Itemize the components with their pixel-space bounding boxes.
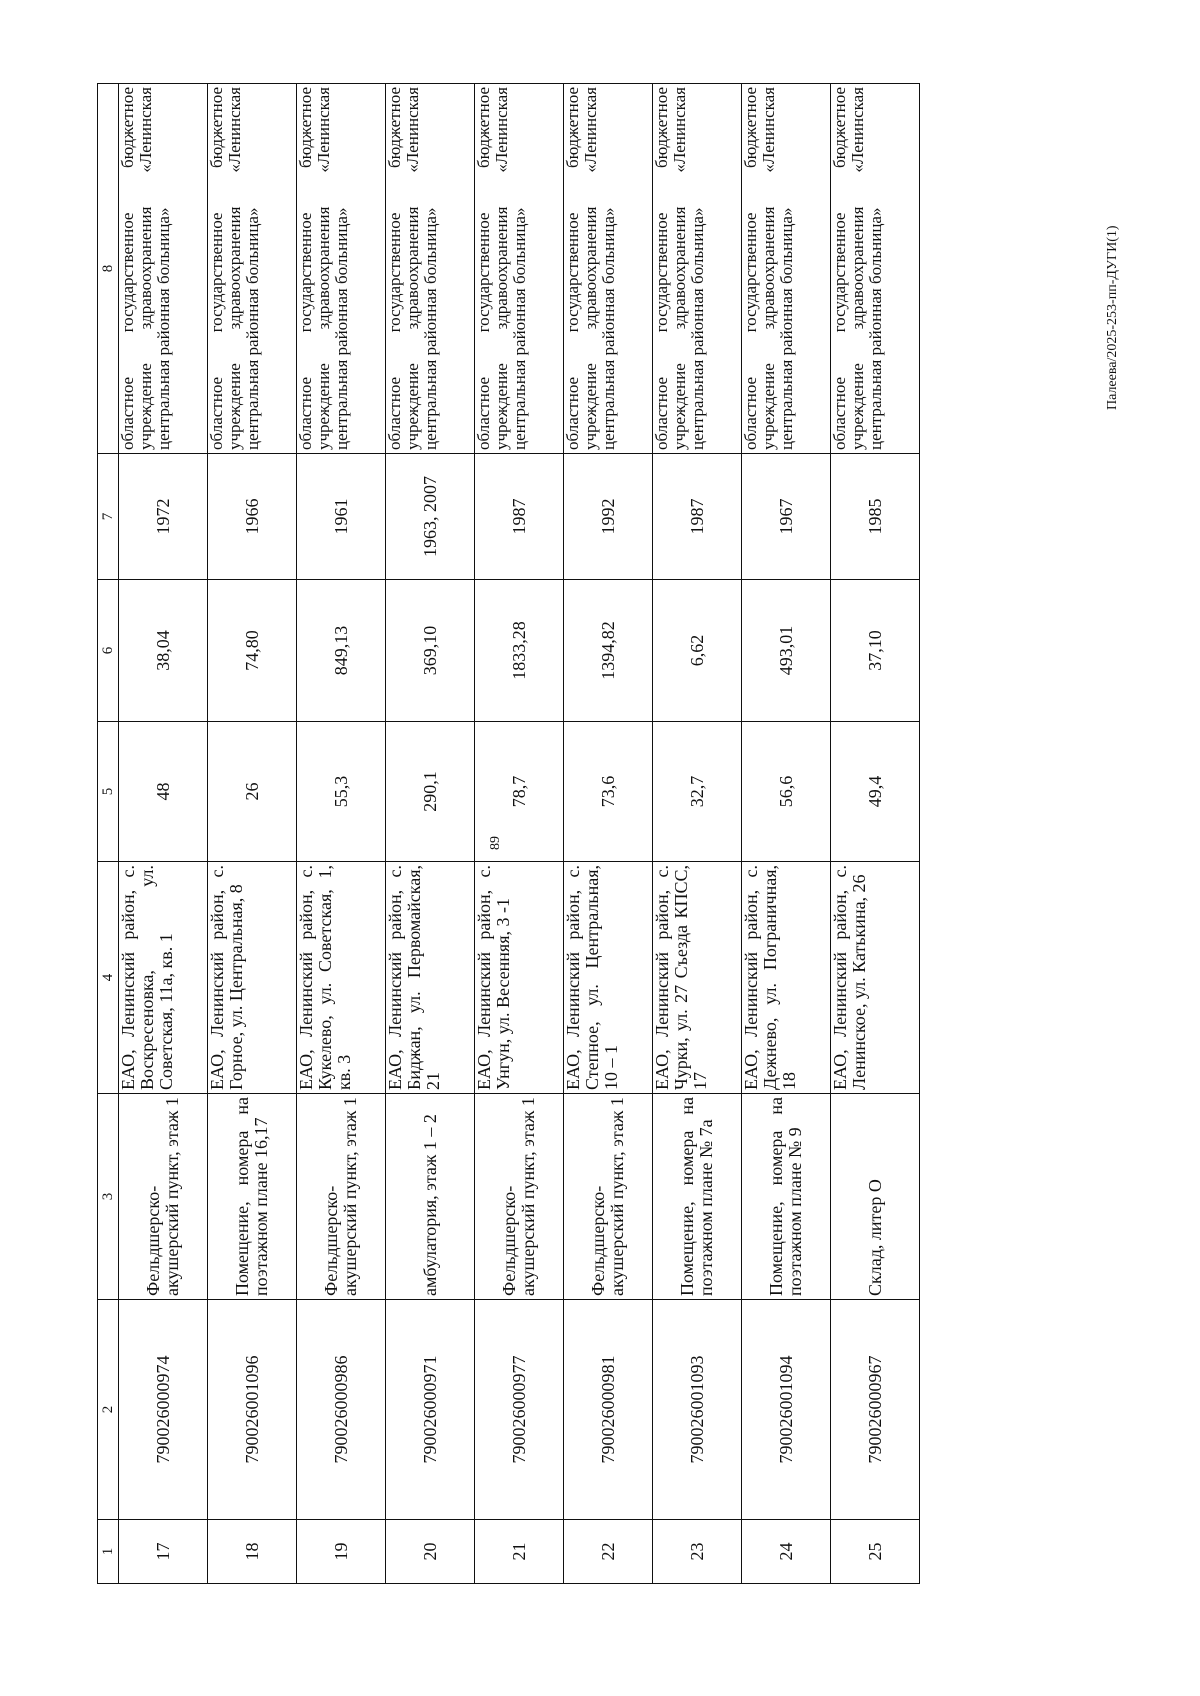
row-number-cell: 22: [564, 1520, 653, 1584]
address-cell: ЕАО, Ленинский район, с. Воскресеновка, ул. Советская, 11а, кв. 1: [119, 862, 208, 1094]
address-cell: ЕАО, Ленинский район, с. Дежнево, ул. Пограничная, 18: [742, 862, 831, 1094]
holder-cell: областное государственное бюджетное учреждение здравоохранения «Ленинская центральная районная больница»: [475, 84, 564, 454]
page-number: 89: [488, 836, 503, 850]
address-cell: ЕАО, Ленинский район, с. Кукелево, ул. Советская, 1, кв. 3: [297, 862, 386, 1094]
value-cell: 38,04: [119, 580, 208, 722]
object-name-cell: Помещение, номера на поэтажном плане № 7а: [653, 1094, 742, 1300]
column-header: 1: [98, 1520, 119, 1584]
year-cell: 1966: [208, 454, 297, 580]
row-number-cell: 18: [208, 1520, 297, 1584]
table-body: [119, 84, 920, 1584]
table-row: [119, 84, 208, 1584]
holder-cell: областное государственное бюджетное учреждение здравоохранения «Ленинская центральная районная больница»: [208, 84, 297, 454]
table-row: [653, 84, 742, 1584]
object-name-cell: Фельдшерско-акушерский пункт, этаж 1: [297, 1094, 386, 1300]
row-number-cell: 21: [475, 1520, 564, 1584]
year-cell: 1985: [831, 454, 920, 580]
column-header: 2: [98, 1300, 119, 1520]
area-cell: 78,7: [475, 722, 564, 862]
row-number-cell: 25: [831, 1520, 920, 1584]
table-row: [564, 84, 653, 1584]
year-cell: 1987: [475, 454, 564, 580]
area-cell: 55,3: [297, 722, 386, 862]
object-name-cell: Помещение, номера на поэтажном плане № 9: [742, 1094, 831, 1300]
rotated-table-container: [97, 84, 1007, 1584]
area-cell: 49,4: [831, 722, 920, 862]
address-cell: ЕАО, Ленинский район, с. Горное, ул. Центральная, 8: [208, 862, 297, 1094]
value-cell: 37,10: [831, 580, 920, 722]
column-header: 6: [98, 580, 119, 722]
object-name-cell: Фельдшерско-акушерский пункт, этаж 1: [119, 1094, 208, 1300]
table-row: [208, 84, 297, 1584]
table-row: [831, 84, 920, 1584]
year-cell: 1992: [564, 454, 653, 580]
holder-cell: областное государственное бюджетное учреждение здравоохранения «Ленинская центральная районная больница»: [742, 84, 831, 454]
holder-cell: областное государственное бюджетное учреждение здравоохранения «Ленинская центральная районная больница»: [297, 84, 386, 454]
row-number-cell: 24: [742, 1520, 831, 1584]
column-header: 5: [98, 722, 119, 862]
cadastral-number-cell: 790026000986: [297, 1300, 386, 1520]
object-name-cell: Склад, литер О: [831, 1094, 920, 1300]
object-name-cell: Фельдшерско-акушерский пункт, этаж 1: [475, 1094, 564, 1300]
property-table: [97, 83, 920, 1584]
cadastral-number-cell: 790026001096: [208, 1300, 297, 1520]
value-cell: 1833,28: [475, 580, 564, 722]
cadastral-number-cell: 790026001093: [653, 1300, 742, 1520]
row-number-cell: 17: [119, 1520, 208, 1584]
area-cell: 48: [119, 722, 208, 862]
area-cell: 56,6: [742, 722, 831, 862]
table-row: [297, 84, 386, 1584]
year-cell: 1967: [742, 454, 831, 580]
table-row: [742, 84, 831, 1584]
object-name-cell: Фельдшерско-акушерский пункт, этаж 1: [564, 1094, 653, 1300]
cadastral-number-cell: 790026000974: [119, 1300, 208, 1520]
value-cell: 493,01: [742, 580, 831, 722]
address-cell: ЕАО, Ленинский район, с. Степное, ул. Центральная, 10 – 1: [564, 862, 653, 1094]
object-name-cell: Помещение, номера на поэтажном плане 16,17: [208, 1094, 297, 1300]
year-cell: 1987: [653, 454, 742, 580]
table-row: [475, 84, 564, 1584]
address-cell: ЕАО, Ленинский район, с. Унгун, ул. Весенняя, 3 -1: [475, 862, 564, 1094]
year-cell: 1972: [119, 454, 208, 580]
table-row: [386, 84, 475, 1584]
area-cell: 32,7: [653, 722, 742, 862]
holder-cell: областное государственное бюджетное учреждение здравоохранения «Ленинская центральная районная больница»: [564, 84, 653, 454]
column-header: 3: [98, 1094, 119, 1300]
document-reference: Палеева/2025-253-пп-ДУГИ(1): [1105, 225, 1120, 410]
address-cell: ЕАО, Ленинский район, с. Ленинское, ул. Катькина, 26: [831, 862, 920, 1094]
value-cell: 1394,82: [564, 580, 653, 722]
value-cell: 74,80: [208, 580, 297, 722]
holder-cell: областное государственное бюджетное учреждение здравоохранения «Ленинская центральная районная больница»: [831, 84, 920, 454]
column-header: 4: [98, 862, 119, 1094]
header-row: [98, 84, 119, 1584]
cadastral-number-cell: 790026000977: [475, 1300, 564, 1520]
area-cell: 290,1: [386, 722, 475, 862]
row-number-cell: 19: [297, 1520, 386, 1584]
column-header: 8: [98, 84, 119, 454]
area-cell: 26: [208, 722, 297, 862]
area-cell: 73,6: [564, 722, 653, 862]
object-name-cell: амбулатория, этаж 1 – 2: [386, 1094, 475, 1300]
year-cell: 1963, 2007: [386, 454, 475, 580]
holder-cell: областное государственное бюджетное учреждение здравоохранения «Ленинская центральная районная больница»: [119, 84, 208, 454]
value-cell: 369,10: [386, 580, 475, 722]
column-header: 7: [98, 454, 119, 580]
row-number-cell: 20: [386, 1520, 475, 1584]
cadastral-number-cell: 790026000967: [831, 1300, 920, 1520]
holder-cell: областное государственное бюджетное учреждение здравоохранения «Ленинская центральная районная больница»: [386, 84, 475, 454]
address-cell: ЕАО, Ленинский район, с. Биджан, ул. Первомайская, 21: [386, 862, 475, 1094]
holder-cell: областное государственное бюджетное учреждение здравоохранения «Ленинская центральная районная больница»: [653, 84, 742, 454]
cadastral-number-cell: 790026001094: [742, 1300, 831, 1520]
value-cell: 6,62: [653, 580, 742, 722]
address-cell: ЕАО, Ленинский район, с. Чурки, ул. 27 Съезда КПСС, 17: [653, 862, 742, 1094]
cadastral-number-cell: 790026000971: [386, 1300, 475, 1520]
row-number-cell: 23: [653, 1520, 742, 1584]
year-cell: 1961: [297, 454, 386, 580]
cadastral-number-cell: 790026000981: [564, 1300, 653, 1520]
value-cell: 849,13: [297, 580, 386, 722]
